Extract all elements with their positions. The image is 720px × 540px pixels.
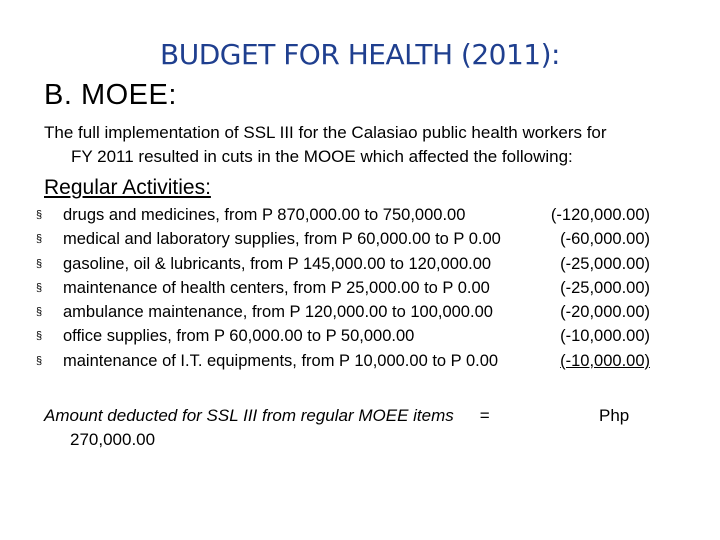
- summary-label: Amount deducted for SSL III from regular MOEE items: [44, 406, 454, 425]
- item-text: maintenance of health centers, from P 25,000.00 to P 0.00: [63, 278, 490, 297]
- regular-activities-heading: Regular Activities:: [44, 176, 211, 199]
- summary-equals: =: [479, 406, 490, 425]
- item-amount: (-25,000.00): [560, 278, 650, 297]
- item-text: gasoline, oil & lubricants, from P 145,000.00 to 120,000.00: [63, 254, 492, 273]
- intro-paragraph: [44, 121, 714, 169]
- section-heading: B. MOEE:: [44, 79, 177, 111]
- intro-line-2: FY 2011 resulted in cuts in the MOOE which affected the following:: [71, 147, 573, 166]
- summary-currency: Php: [599, 406, 630, 425]
- list-item: [36, 276, 716, 300]
- activities-list: [36, 203, 716, 373]
- bullet-icon: §: [36, 330, 43, 343]
- bullet-icon: §: [36, 209, 43, 221]
- list-item: [36, 227, 716, 251]
- item-text: medical and laboratory supplies, from P 60,000.00 to P 0.00: [63, 230, 501, 249]
- item-amount: (-120,000.00): [550, 206, 650, 224]
- bullet-icon: §: [36, 281, 43, 294]
- bullet-icon: §: [36, 233, 43, 246]
- list-item: [36, 203, 716, 227]
- list-item: [36, 252, 716, 276]
- bullet-icon: §: [36, 354, 43, 367]
- list-item: [36, 300, 716, 324]
- list-item: [36, 349, 716, 373]
- item-text: office supplies, from P 60,000.00 to P 50,000.00: [63, 327, 415, 346]
- item-amount: (-25,000.00): [560, 254, 650, 273]
- page-title: BUDGET FOR HEALTH (2011):: [160, 38, 560, 71]
- item-text: drugs and medicines, from P 870,000.00 to 750,000.00: [63, 206, 466, 224]
- item-amount: (-10,000.00): [560, 351, 650, 370]
- summary: [44, 404, 630, 452]
- item-text: maintenance of I.T. equipments, from P 10,000.00 to P 0.00: [63, 351, 499, 370]
- bullet-icon: §: [36, 257, 43, 270]
- item-amount: (-10,000.00): [560, 327, 650, 346]
- item-text: ambulance maintenance, from P 120,000.00 to 100,000.00: [63, 303, 493, 322]
- summary-total: 270,000.00: [70, 430, 156, 449]
- item-amount: (-20,000.00): [560, 303, 650, 322]
- bullet-icon: §: [36, 306, 43, 319]
- list-item: [36, 324, 716, 348]
- intro-line-1: The full implementation of SSL III for the Calasiao public health workers for: [44, 123, 607, 142]
- item-amount: (-60,000.00): [560, 230, 650, 249]
